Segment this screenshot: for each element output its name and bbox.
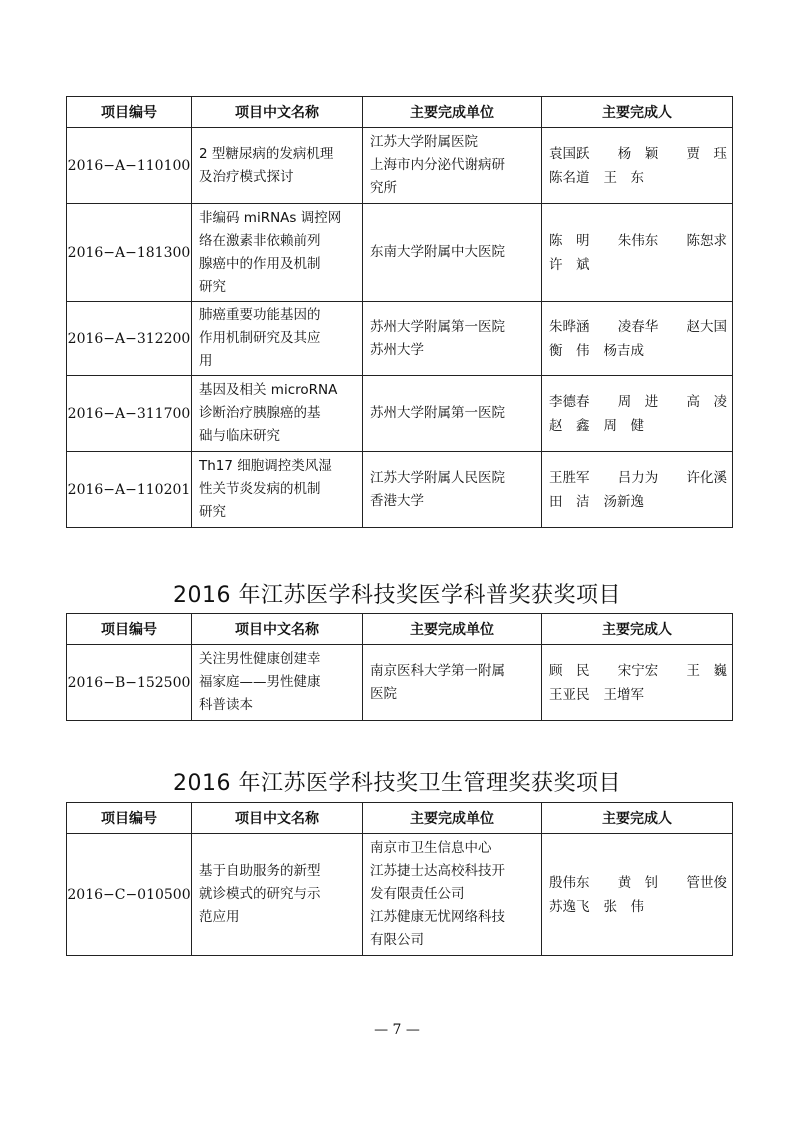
table-header-row bbox=[67, 803, 733, 834]
person-name: 杨吉成 bbox=[603, 342, 644, 359]
completers-line bbox=[549, 253, 727, 277]
project-name bbox=[192, 302, 363, 376]
person-name: 王胜军 bbox=[549, 469, 590, 486]
col-header-unit: 主要完成单位 bbox=[363, 614, 542, 645]
person-name: 赵大国 bbox=[686, 318, 727, 335]
person-name: 朱晔涵 bbox=[549, 318, 590, 335]
section-heading-science-popularization: 2016 年江苏医学科技奖医学科普奖获奖项目 bbox=[173, 583, 621, 608]
project-code: 2016−A−110201 bbox=[67, 452, 192, 528]
completing-unit-line: 苏州大学附属第一医院 bbox=[370, 318, 505, 335]
person-name: 许化溪 bbox=[686, 469, 727, 486]
table-row bbox=[67, 452, 733, 528]
completing-unit-line: 究所 bbox=[370, 180, 397, 196]
project-name-line: 诊断治疗胰腺癌的基 bbox=[199, 405, 321, 421]
completing-unit bbox=[363, 834, 542, 956]
person-name: 汤新逸 bbox=[603, 493, 644, 510]
person-name: 陈名道 bbox=[549, 169, 590, 186]
completers-line bbox=[549, 871, 727, 895]
completing-unit bbox=[363, 128, 542, 204]
person-name: 王 东 bbox=[603, 169, 644, 186]
person-name: 赵 鑫 bbox=[549, 417, 590, 434]
table-row bbox=[67, 645, 733, 721]
completers-line bbox=[549, 895, 727, 919]
person-name: 宋宁宏 bbox=[617, 662, 659, 679]
completing-unit bbox=[363, 645, 542, 721]
completers-line bbox=[549, 142, 727, 166]
person-name: 周 健 bbox=[603, 417, 644, 434]
col-header-unit: 主要完成单位 bbox=[363, 97, 542, 128]
completing-unit bbox=[363, 452, 542, 528]
col-header-code: 项目编号 bbox=[67, 614, 192, 645]
project-name-line: 及治疗模式探讨 bbox=[199, 168, 294, 185]
col-header-name: 项目中文名称 bbox=[192, 614, 363, 645]
completing-unit-line: 香港大学 bbox=[370, 492, 424, 509]
awards-table-2 bbox=[66, 613, 733, 721]
project-name-line: 研究 bbox=[199, 504, 226, 520]
completing-unit-line: 苏州大学附属第一医院 bbox=[370, 405, 505, 421]
project-name-line: 基于自助服务的新型 bbox=[199, 863, 321, 879]
project-name bbox=[192, 128, 363, 204]
project-name-line: 就诊模式的研究与示 bbox=[199, 886, 321, 902]
person-name: 田 洁 bbox=[549, 493, 590, 510]
col-header-code: 项目编号 bbox=[67, 803, 192, 834]
col-header-name: 项目中文名称 bbox=[192, 803, 363, 834]
project-name-line: 础与临床研究 bbox=[199, 428, 280, 444]
table-row bbox=[67, 204, 733, 302]
completing-unit-line: 江苏大学附属人民医院 bbox=[370, 469, 505, 486]
completers bbox=[542, 302, 733, 376]
project-name bbox=[192, 452, 363, 528]
project-code: 2016−A−311700 bbox=[67, 376, 192, 452]
person-name: 苏逸飞 bbox=[549, 898, 590, 915]
completers-line bbox=[549, 414, 727, 438]
col-header-people: 主要完成人 bbox=[542, 803, 733, 834]
completing-unit-line: 苏州大学 bbox=[370, 341, 424, 358]
page-number: — 7 — bbox=[374, 1022, 420, 1038]
person-name: 杨 颖 bbox=[617, 145, 659, 162]
completing-unit bbox=[363, 204, 542, 302]
completers-line bbox=[549, 390, 727, 414]
completers-line bbox=[549, 315, 727, 339]
person-name: 陈 明 bbox=[549, 232, 590, 249]
completers-line bbox=[549, 466, 727, 490]
table-header-row bbox=[67, 614, 733, 645]
completers bbox=[542, 128, 733, 204]
project-name-line: 研究 bbox=[199, 278, 226, 295]
person-name: 王增军 bbox=[603, 686, 644, 703]
completers bbox=[542, 452, 733, 528]
project-name-line: Th17 细胞调控类风湿 bbox=[199, 458, 332, 474]
completing-unit-line: 江苏大学附属医院 bbox=[370, 134, 478, 150]
project-name-line: 用 bbox=[199, 353, 213, 369]
completers-line bbox=[549, 339, 727, 363]
col-header-people: 主要完成人 bbox=[542, 614, 733, 645]
person-name: 朱伟东 bbox=[617, 232, 659, 249]
person-name: 贾 珏 bbox=[686, 145, 727, 162]
table-row bbox=[67, 834, 733, 956]
project-name-line: 2 型糖尿病的发病机理 bbox=[199, 145, 334, 162]
project-name-line: 关注男性健康创建幸 bbox=[199, 651, 321, 667]
person-name: 李德春 bbox=[549, 393, 590, 410]
completing-unit-line: 江苏捷士达高校科技开 bbox=[370, 863, 505, 879]
person-name: 陈恕求 bbox=[686, 232, 727, 249]
completers-line bbox=[549, 490, 727, 514]
completing-unit-line: 有限公司 bbox=[370, 932, 424, 948]
project-code: 2016−C−010500 bbox=[67, 834, 192, 956]
completing-unit-line: 南京市卫生信息中心 bbox=[370, 840, 492, 856]
awards-table-1 bbox=[66, 96, 733, 528]
person-name: 王 巍 bbox=[686, 662, 727, 679]
project-name bbox=[192, 376, 363, 452]
project-name-line: 性关节炎发病的机制 bbox=[199, 481, 321, 497]
project-name-line: 腺癌中的作用及机制 bbox=[199, 255, 321, 272]
completers bbox=[542, 834, 733, 956]
project-name bbox=[192, 834, 363, 956]
col-header-code: 项目编号 bbox=[67, 97, 192, 128]
person-name: 顾 民 bbox=[549, 662, 590, 679]
completing-unit bbox=[363, 302, 542, 376]
project-code: 2016−B−152500 bbox=[67, 645, 192, 721]
completing-unit-line: 东南大学附属中大医院 bbox=[370, 244, 505, 260]
section-heading-health-management: 2016 年江苏医学科技奖卫生管理奖获奖项目 bbox=[173, 771, 621, 796]
table-row bbox=[67, 376, 733, 452]
person-name: 吕力为 bbox=[617, 469, 659, 486]
completing-unit-line: 上海市内分泌代谢病研 bbox=[370, 157, 505, 173]
project-code: 2016−A−110100 bbox=[67, 128, 192, 204]
project-code: 2016−A−312200 bbox=[67, 302, 192, 376]
person-name: 袁国跃 bbox=[549, 145, 590, 162]
completers bbox=[542, 376, 733, 452]
completing-unit bbox=[363, 376, 542, 452]
project-name-line: 作用机制研究及其应 bbox=[199, 330, 321, 346]
person-name: 高 凌 bbox=[686, 393, 727, 410]
person-name: 张 伟 bbox=[603, 898, 644, 915]
col-header-people: 主要完成人 bbox=[542, 97, 733, 128]
person-name: 黄 钊 bbox=[617, 874, 659, 891]
person-name: 许 斌 bbox=[549, 256, 590, 273]
project-name bbox=[192, 645, 363, 721]
completers bbox=[542, 645, 733, 721]
project-name-line: 范应用 bbox=[199, 909, 240, 925]
project-name-line: 络在激素非依赖前列 bbox=[199, 232, 321, 249]
completing-unit-line: 医院 bbox=[370, 685, 397, 702]
table-row bbox=[67, 302, 733, 376]
completers-line bbox=[549, 683, 727, 707]
completers bbox=[542, 204, 733, 302]
table-row bbox=[67, 128, 733, 204]
completing-unit-line: 江苏健康无忧网络科技 bbox=[370, 909, 505, 925]
project-name-line: 福家庭——男性健康 bbox=[199, 674, 321, 690]
awards-table-3 bbox=[66, 802, 733, 956]
completing-unit-line: 南京医科大学第一附属 bbox=[370, 662, 505, 679]
col-header-name: 项目中文名称 bbox=[192, 97, 363, 128]
project-name-line: 肺癌重要功能基因的 bbox=[199, 307, 321, 323]
project-name-line: 科普读本 bbox=[199, 697, 253, 713]
completers-line bbox=[549, 659, 727, 683]
person-name: 管世俊 bbox=[686, 874, 727, 891]
person-name: 殷伟东 bbox=[549, 874, 590, 891]
completers-line bbox=[549, 166, 727, 190]
col-header-unit: 主要完成单位 bbox=[363, 803, 542, 834]
person-name: 周 进 bbox=[617, 393, 659, 410]
completing-unit-line: 发有限责任公司 bbox=[370, 886, 465, 902]
project-name-line: 基因及相关 microRNA bbox=[199, 382, 338, 398]
project-code: 2016−A−181300 bbox=[67, 204, 192, 302]
person-name: 凌春华 bbox=[617, 318, 659, 335]
person-name: 王亚民 bbox=[549, 686, 590, 703]
project-name-line: 非编码 miRNAs 调控网 bbox=[199, 209, 342, 226]
person-name: 衡 伟 bbox=[549, 342, 590, 359]
completers-line bbox=[549, 229, 727, 253]
project-name bbox=[192, 204, 363, 302]
table-header-row bbox=[67, 97, 733, 128]
